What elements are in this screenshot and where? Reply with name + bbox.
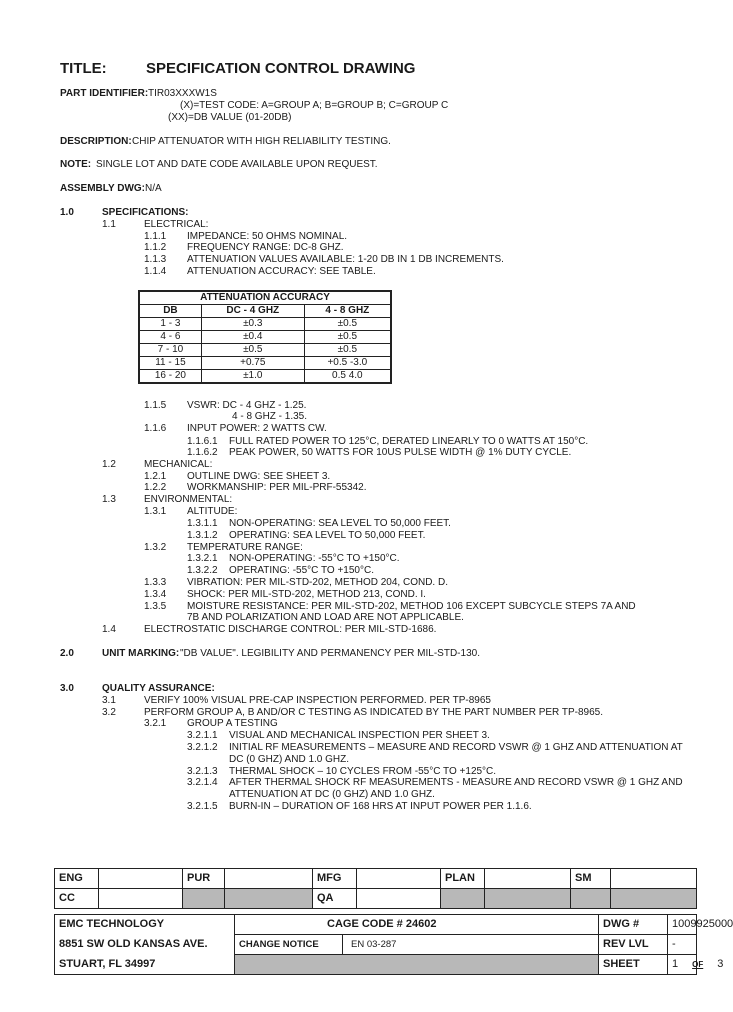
section-num: 1.3.3 <box>144 577 167 588</box>
part-identifier-line2: (XX)=DB VALUE (01-20DB) <box>168 112 292 123</box>
table-header: DB <box>139 305 201 318</box>
table-cell: ±0.5 <box>304 318 391 331</box>
section-text: THERMAL SHOCK – 10 CYCLES FROM -55°C TO +125°C. <box>229 766 497 777</box>
section-text: 7B AND POLARIZATION AND LOAD ARE NOT APPLICABLE. <box>187 612 464 623</box>
pur-signature <box>225 869 313 889</box>
table-header: 4 - 8 GHZ <box>304 305 391 318</box>
section-num: 3.2.1.2 <box>187 742 218 753</box>
section-text: GROUP A TESTING <box>187 718 278 729</box>
section-text: NON-OPERATING: SEA LEVEL TO 50,000 FEET. <box>229 518 451 529</box>
section-text: SHOCK: PER MIL-STD-202, METHOD 213, COND. I. <box>187 589 426 600</box>
shaded-cell <box>485 889 571 909</box>
dwg-label: DWG # <box>599 915 668 934</box>
section-num: 1.3.1.1 <box>187 518 218 529</box>
change-notice-label: CHANGE NOTICE <box>235 935 343 955</box>
section-text: DC (0 GHZ) AND 1.0 GHZ. <box>229 754 350 765</box>
table-cell: 11 - 15 <box>139 357 201 370</box>
sm-label: SM <box>571 869 611 889</box>
section-num: 1.1.2 <box>144 242 167 253</box>
eng-label: ENG <box>55 869 99 889</box>
table-row <box>139 344 391 357</box>
table-cell: +0.5 -3.0 <box>304 357 391 370</box>
section-text: OPERATING: -55°C TO +150°C. <box>229 565 374 576</box>
cage-code: CAGE CODE # 24602 <box>235 915 599 935</box>
assembly-label: ASSEMBLY DWG: <box>60 183 146 194</box>
qa-heading: QUALITY ASSURANCE: <box>102 683 215 694</box>
section-num: 1.4 <box>102 624 116 635</box>
section-text: NON-OPERATING: -55°C TO +150°C. <box>229 553 400 564</box>
table-cell: 1 - 3 <box>139 318 201 331</box>
sheet-number: 1 <box>672 958 679 970</box>
mfg-label: MFG <box>313 869 357 889</box>
section-text: OPERATING: SEA LEVEL TO 50,000 FEET. <box>229 530 426 541</box>
part-identifier-label: PART IDENTIFIER: <box>60 88 149 99</box>
table-cell: 16 - 20 <box>139 370 201 384</box>
section-num: 1.3.2 <box>144 542 167 553</box>
shaded-cell <box>571 889 611 909</box>
section-num: 1.2 <box>102 459 116 470</box>
section-num: 1.3.2.1 <box>187 553 218 564</box>
section-num: 3.2.1.3 <box>187 766 218 777</box>
sheet-cell <box>599 955 724 975</box>
section-num: 1.3.4 <box>144 589 167 600</box>
section-num: 3.1 <box>102 695 116 706</box>
section-text: TEMPERATURE RANGE: <box>187 542 303 553</box>
table-row <box>139 370 391 384</box>
section-num: 1.1.6.2 <box>187 447 218 458</box>
rev-cell <box>599 935 697 955</box>
table-cell: 7 - 10 <box>139 344 201 357</box>
table-row <box>139 357 391 370</box>
note-value: SINGLE LOT AND DATE CODE AVAILABLE UPON REQUEST. <box>96 159 378 170</box>
table-row <box>139 331 391 344</box>
plan-label: PLAN <box>441 869 485 889</box>
section-text: MOISTURE RESISTANCE: PER MIL-STD-202, METHOD 106 EXCEPT SUBCYCLE STEPS 7A AND <box>187 601 636 612</box>
spec-heading: SPECIFICATIONS: <box>102 207 189 218</box>
sheet-total: 3 <box>717 958 724 970</box>
table-header: DC - 4 GHZ <box>201 305 304 318</box>
assembly-value: N/A <box>145 183 162 194</box>
sheet-of: OF <box>692 960 704 969</box>
title-label: TITLE: <box>60 60 107 77</box>
section-text: OUTLINE DWG: SEE SHEET 3. <box>187 471 331 482</box>
section-text: MECHANICAL: <box>144 459 213 470</box>
rev-value: - <box>672 938 676 950</box>
rev-label: REV LVL <box>599 935 668 954</box>
cc-signature <box>99 889 183 909</box>
cc-label: CC <box>55 889 99 909</box>
part-identifier-line1: (X)=TEST CODE: A=GROUP A; B=GROUP B; C=GROUP C <box>180 100 449 111</box>
shaded-cell <box>225 889 313 909</box>
eng-signature <box>99 869 183 889</box>
qa-signature <box>357 889 441 909</box>
shaded-cell <box>183 889 225 909</box>
section-num: 1.1.5 <box>144 400 167 411</box>
approval-table <box>54 868 697 909</box>
section-text: ELECTROSTATIC DISCHARGE CONTROL: PER MIL-STD-1686. <box>144 624 437 635</box>
section-num: 1.3.5 <box>144 601 167 612</box>
section-text: INPUT POWER: 2 WATTS CW. <box>187 423 327 434</box>
qa-label: QA <box>313 889 357 909</box>
section-text: ATTENUATION VALUES AVAILABLE: 1-20 DB IN 1 DB INCREMENTS. <box>187 254 504 265</box>
section-text: BURN-IN – DURATION OF 168 HRS AT INPUT POWER PER 1.1.6. <box>229 801 532 812</box>
section-num: 1.1 <box>102 219 116 230</box>
section-text: ATTENUATION ACCURACY: SEE TABLE. <box>187 266 376 277</box>
table-cell: ±0.5 <box>304 344 391 357</box>
table-cell: 0.5 4.0 <box>304 370 391 384</box>
section-text: VIBRATION: PER MIL-STD-202, METHOD 204, COND. D. <box>187 577 448 588</box>
section-text: PERFORM GROUP A, B AND/OR C TESTING AS INDICATED BY THE PART NUMBER PER TP-8965. <box>144 707 603 718</box>
table-cell: ±0.4 <box>201 331 304 344</box>
table-cell: ±0.3 <box>201 318 304 331</box>
section-text: AFTER THERMAL SHOCK RF MEASUREMENTS - MEASURE AND RECORD VSWR @ 1 GHZ AND <box>229 777 683 788</box>
table-row <box>139 318 391 331</box>
sheet-label: SHEET <box>599 955 668 974</box>
section-text: ENVIRONMENTAL: <box>144 494 233 505</box>
section-text: ATTENUATION AT DC (0 GHZ) AND 1.0 GHZ. <box>229 789 435 800</box>
description-value: CHIP ATTENUATOR WITH HIGH RELIABILITY TESTING. <box>132 136 391 147</box>
company-address-2: STUART, FL 34997 <box>55 955 235 975</box>
sm-signature <box>611 869 697 889</box>
section-num: 3.2 <box>102 707 116 718</box>
shaded-cell <box>441 889 485 909</box>
table-cell: +0.75 <box>201 357 304 370</box>
title-value: SPECIFICATION CONTROL DRAWING <box>146 60 416 77</box>
section-num: 3.2.1 <box>144 718 167 729</box>
marking-heading: UNIT MARKING: <box>102 648 180 659</box>
marking-num: 2.0 <box>60 648 74 659</box>
section-text: VERIFY 100% VISUAL PRE-CAP INSPECTION PERFORMED. PER TP-8965 <box>144 695 491 706</box>
table-title: ATTENUATION ACCURACY <box>139 291 391 305</box>
section-num: 1.2.2 <box>144 482 167 493</box>
description-label: DESCRIPTION: <box>60 136 132 147</box>
shaded-cell <box>611 889 697 909</box>
table-cell: ±1.0 <box>201 370 304 384</box>
section-text: IMPEDANCE: 50 OHMS NOMINAL. <box>187 231 348 242</box>
section-num: 3.2.1.4 <box>187 777 218 788</box>
section-text: 4 - 8 GHZ - 1.35. <box>232 411 308 422</box>
section-num: 1.1.4 <box>144 266 167 277</box>
spec-num: 1.0 <box>60 207 74 218</box>
section-num: 1.1.6 <box>144 423 167 434</box>
section-num: 1.3.1 <box>144 506 167 517</box>
change-notice-value: EN 03-287 <box>343 935 599 955</box>
section-text: ELECTRICAL: <box>144 219 209 230</box>
attenuation-table <box>138 290 392 384</box>
section-num: 1.1.6.1 <box>187 436 218 447</box>
qa-num: 3.0 <box>60 683 74 694</box>
dwg-cell <box>599 915 733 935</box>
plan-signature <box>485 869 571 889</box>
section-num: 1.1.1 <box>144 231 167 242</box>
shaded-cell <box>235 955 599 975</box>
drawing-info-table <box>54 914 733 975</box>
section-num: 3.2.1.1 <box>187 730 218 741</box>
section-text: VSWR: DC - 4 GHZ - 1.25. <box>187 400 307 411</box>
section-text: FREQUENCY RANGE: DC-8 GHZ. <box>187 242 344 253</box>
table-cell: ±0.5 <box>201 344 304 357</box>
company-address-1: 8851 SW OLD KANSAS AVE. <box>55 935 235 955</box>
part-identifier-value: TIR03XXXW1S <box>148 88 217 99</box>
section-text: VISUAL AND MECHANICAL INSPECTION PER SHEET 3. <box>229 730 490 741</box>
note-label: NOTE: <box>60 159 92 170</box>
section-num: 1.3.1.2 <box>187 530 218 541</box>
pur-label: PUR <box>183 869 225 889</box>
section-text: WORKMANSHIP: PER MIL-PRF-55342. <box>187 482 367 493</box>
table-cell: ±0.5 <box>304 331 391 344</box>
dwg-number: 1009925000 <box>672 918 733 930</box>
section-num: 1.3.2.2 <box>187 565 218 576</box>
section-text: FULL RATED POWER TO 125°C, DERATED LINEARLY TO 0 WATTS AT 150°C. <box>229 436 589 447</box>
section-num: 3.2.1.5 <box>187 801 218 812</box>
section-num: 1.2.1 <box>144 471 167 482</box>
table-cell: 4 - 6 <box>139 331 201 344</box>
company-name: EMC TECHNOLOGY <box>55 915 235 935</box>
section-text: PEAK POWER, 50 WATTS FOR 10US PULSE WIDTH @ 1% DUTY CYCLE. <box>229 447 572 458</box>
section-num: 1.1.3 <box>144 254 167 265</box>
section-num: 1.3 <box>102 494 116 505</box>
marking-text: "DB VALUE". LEGIBILITY AND PERMANENCY PER MIL-STD-130. <box>180 648 480 659</box>
section-text: INITIAL RF MEASUREMENTS – MEASURE AND RECORD VSWR @ 1 GHZ AND ATTENUATION AT <box>229 742 683 753</box>
section-text: ALTITUDE: <box>187 506 238 517</box>
mfg-signature <box>357 869 441 889</box>
